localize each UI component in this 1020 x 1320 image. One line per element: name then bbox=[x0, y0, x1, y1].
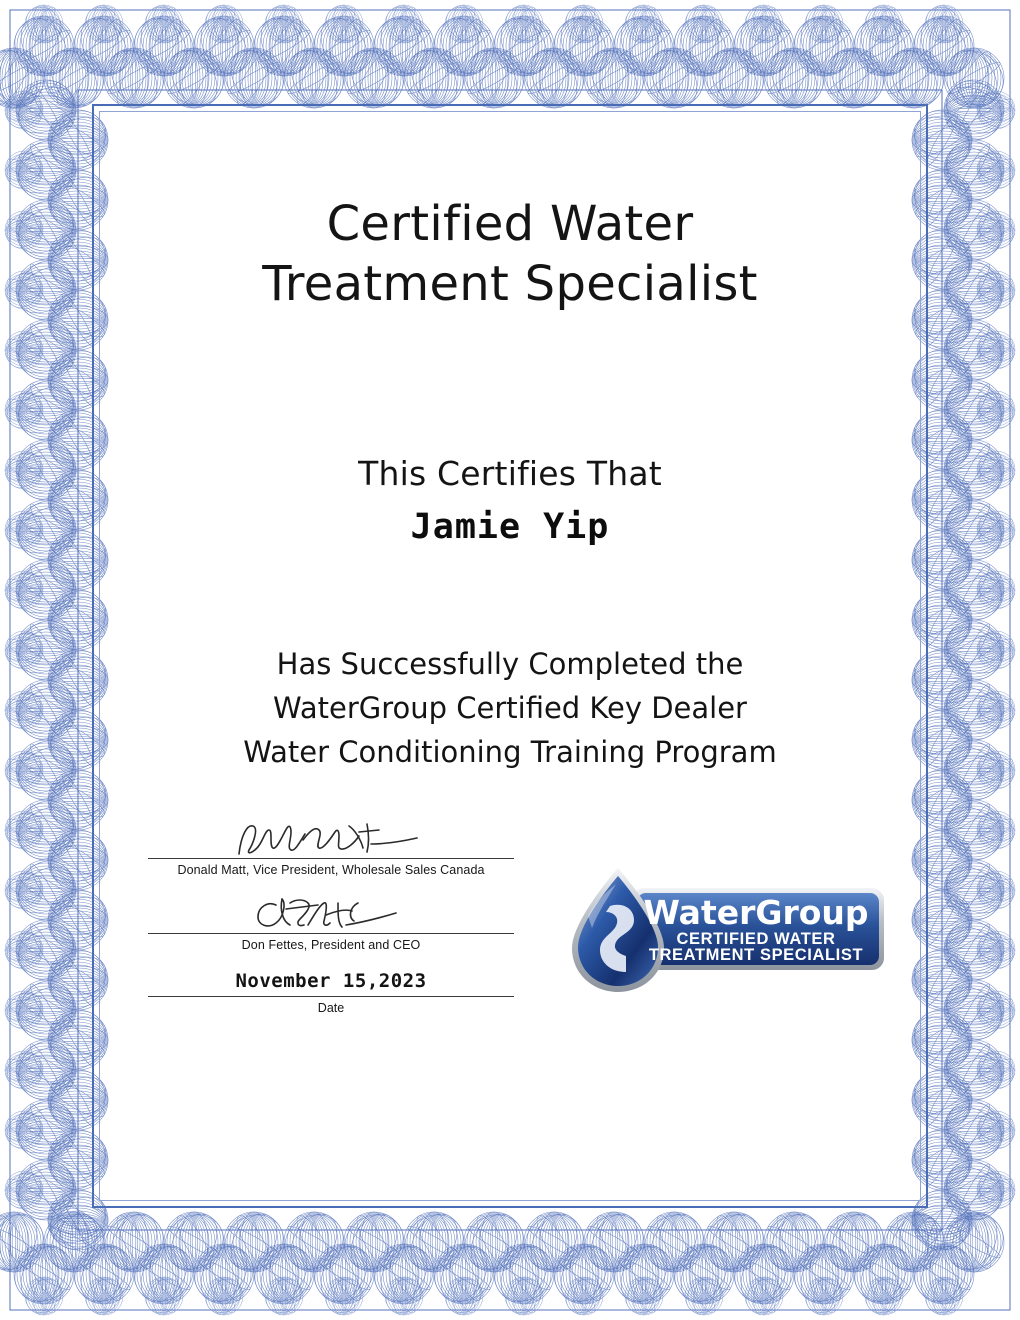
signature-block bbox=[148, 812, 514, 1015]
logo-tagline-2: TREATMENT SPECIALIST bbox=[648, 946, 864, 964]
certificate-content bbox=[110, 120, 910, 774]
body-line-1: Has Successfully Completed the bbox=[276, 647, 744, 682]
signature-don-fettes-icon bbox=[148, 887, 514, 933]
body-line-2: WaterGroup Certified Key Dealer bbox=[273, 691, 747, 726]
logo-tagline-1: CERTIFIED WATER bbox=[676, 930, 836, 948]
signature-row-2 bbox=[148, 887, 514, 952]
title-line-1: Certified Water bbox=[326, 196, 694, 252]
body-line-3: Water Conditioning Training Program bbox=[243, 735, 777, 770]
signature-row-1 bbox=[148, 812, 514, 877]
logo-brand-text: WaterGroup bbox=[643, 893, 869, 932]
title-line-2: Treatment Specialist bbox=[262, 255, 758, 312]
date-row bbox=[148, 970, 514, 1015]
signature-caption-1: Donald Matt, Vice President, Wholesale Sales Canada bbox=[177, 863, 485, 877]
certifies-label: This Certifies That bbox=[358, 454, 662, 494]
date-value: November 15,2023 bbox=[235, 970, 427, 992]
signature-caption-2: Don Fettes, President and CEO bbox=[241, 938, 421, 952]
recipient-name: Jamie Yip bbox=[410, 507, 610, 548]
certificate-body bbox=[110, 642, 910, 774]
date-caption: Date bbox=[317, 1001, 345, 1015]
date-line bbox=[148, 996, 514, 997]
watergroup-logo bbox=[560, 862, 890, 1002]
signature-donald-matt-icon bbox=[148, 812, 514, 858]
page-title bbox=[110, 195, 910, 314]
